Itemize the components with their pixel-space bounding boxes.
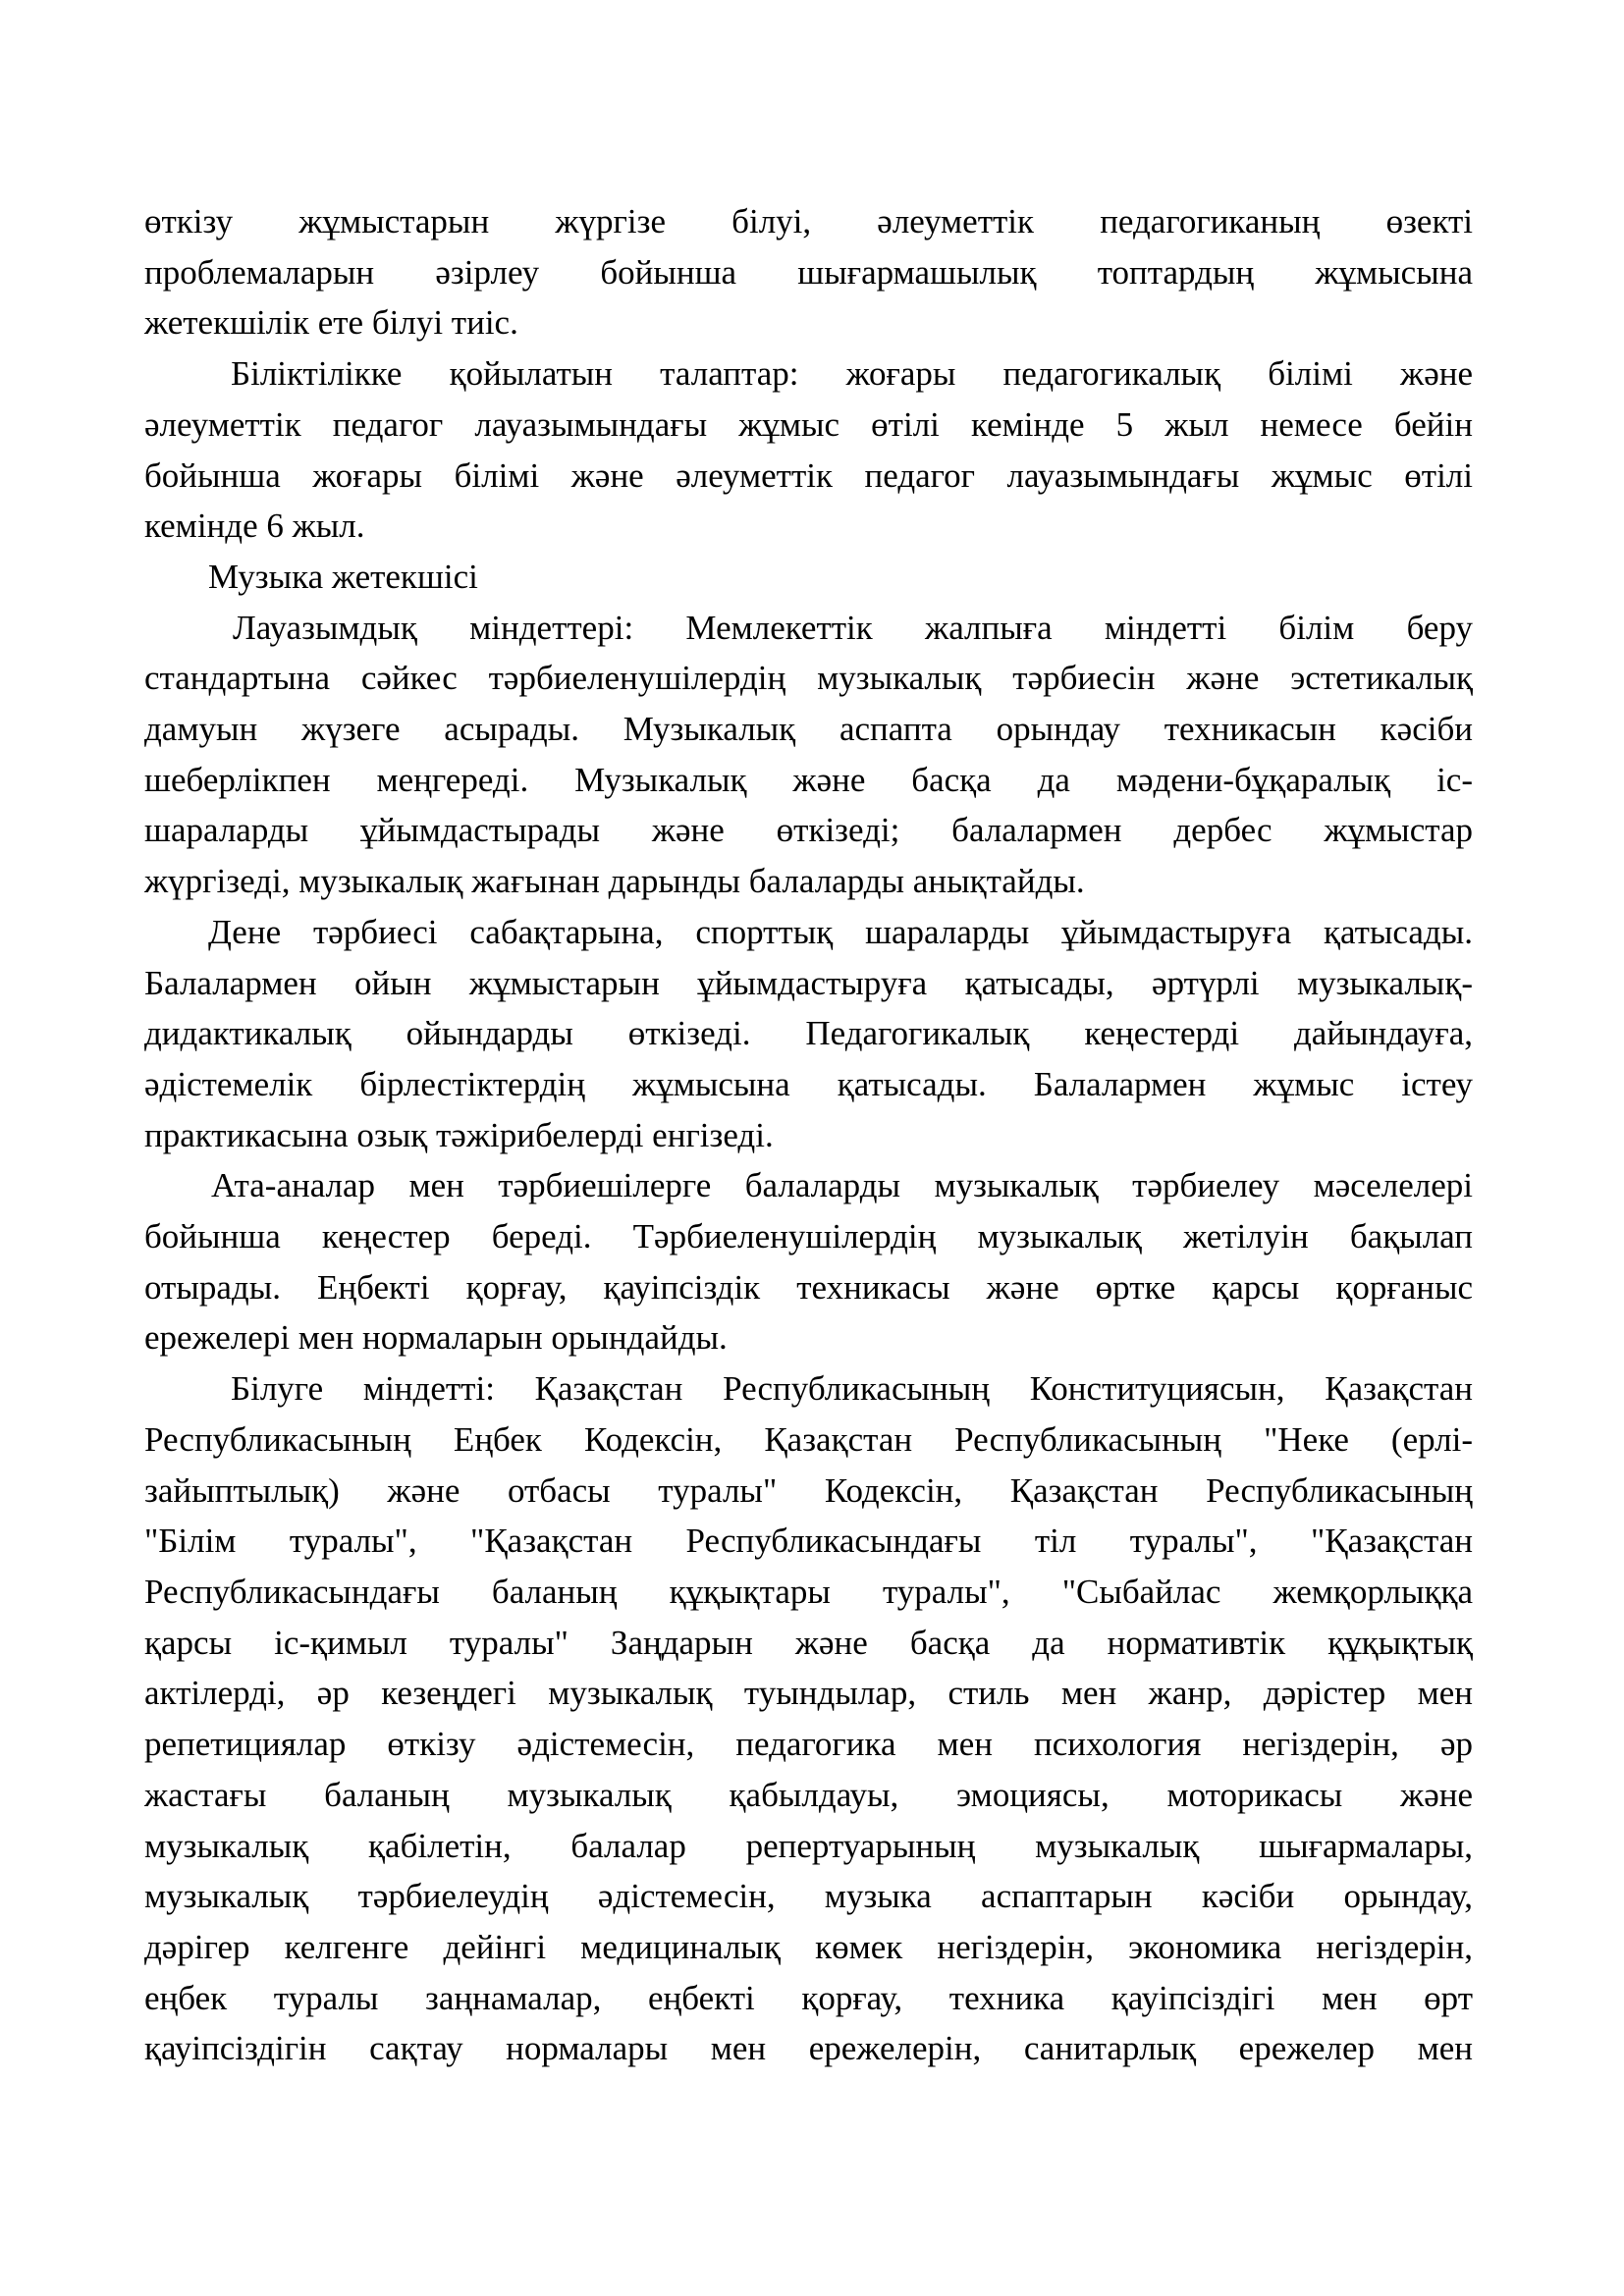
paragraph <box>144 196 1473 348</box>
text-line: проблемаларын әзірлеу бойынша шығармашылық топтардың жұмысына <box>144 252 1473 292</box>
text-line: стандартына сәйкес тәрбиеленушілердің музыкалық тәрбиесін және эстетикалық <box>144 659 1473 698</box>
text-line: музыкалық тәрбиелеудің әдістемесін, музыка аспаптарын кәсіби орындау, <box>144 1877 1473 1916</box>
text-line: еңбек туралы заңнамалар, еңбекті қорғау, техника қауіпсіздігі мен өрт <box>144 1978 1473 2017</box>
text-line: дамуын жүзеге асырады. Музыкалық аспапта орындау техникасын кәсіби <box>144 710 1473 749</box>
text-line: дәрігер келгенге дейінгі медициналық көмек негіздерін, экономика негіздерін, <box>144 1927 1473 1966</box>
text-line: жетекшілік ете білуі тиіс. <box>144 303 518 343</box>
text-line: практикасына озық тәжірибелерді енгізеді. <box>144 1115 774 1154</box>
text-line: музыкалық қабілетін, балалар репертуарының музыкалық шығармалары, <box>144 1826 1473 1865</box>
text-line: Музыка жетекшісі <box>208 557 478 596</box>
text-line: әлеуметтік педагог лауазымындағы жұмыс өтілі кемінде 5 жыл немесе бейін <box>144 404 1473 444</box>
text-line: Біліктілікке қойылатын талаптар: жоғары педагогикалық білімі және <box>231 354 1473 394</box>
text-line: зайыптылық) және отбасы туралы" Кодексін, Қазақстан Республикасының <box>144 1470 1473 1510</box>
text-line: "Білім туралы", "Қазақстан Республикасындағы тіл туралы", "Қазақстан <box>144 1522 1473 1561</box>
paragraph <box>144 1363 1473 2074</box>
text-line: Дене тәрбиесі сабақтарына, спорттық шараларды ұйымдастыруға қатысады. <box>208 912 1473 951</box>
text-line: бойынша жоғары білімі және әлеуметтік педагог лауазымындағы жұмыс өтілі <box>144 455 1473 495</box>
document-body <box>144 196 1473 2074</box>
text-line: дидактикалық ойындарды өткізеді. Педагогикалық кеңестерді дайындауға, <box>144 1014 1473 1053</box>
paragraph <box>144 1160 1473 1363</box>
text-line: жастағы баланың музыкалық қабылдауы, эмоциясы, моторикасы және <box>144 1775 1473 1814</box>
text-line: қарсы іс-қимыл туралы" Заңдарын және басқа да нормативтік құқықтық <box>144 1623 1473 1662</box>
text-line: Республикасындағы баланың құқықтары туралы", "Сыбайлас жемқорлыққа <box>144 1572 1473 1611</box>
paragraph <box>144 907 1473 1161</box>
text-line: шараларды ұйымдастырады және өткізеді; балалармен дербес жұмыстар <box>144 811 1473 850</box>
text-line: Ата-аналар мен тәрбиешілерге балаларды музыкалық тәрбиелеу мәселелері <box>211 1166 1473 1205</box>
text-line: жүргізеді, музыкалық жағынан дарынды балаларды анықтайды. <box>144 862 1085 901</box>
text-line: бойынша кеңестер береді. Тәрбиеленушілердің музыкалық жетілуін бақылап <box>144 1217 1473 1256</box>
paragraph <box>144 603 1473 907</box>
text-line: кемінде 6 жыл. <box>144 507 365 546</box>
text-line: өткізу жұмыстарын жүргізе білуі, әлеуметтік педагогиканың өзекті <box>144 202 1473 240</box>
text-line: актілерді, әр кезеңдегі музыкалық туындылар, стиль мен жанр, дәрістер мен <box>144 1674 1473 1713</box>
text-line: отырады. Еңбекті қорғау, қауіпсіздік техникасы және өртке қарсы қорғаныс <box>144 1267 1473 1307</box>
text-line: Лауазымдық міндеттері: Мемлекеттік жалпыға міндетті білім беру <box>233 608 1473 647</box>
text-line: ережелері мен нормаларын орындайды. <box>144 1318 728 1358</box>
text-line: Республикасының Еңбек Кодексін, Қазақстан Республикасының "Неке (ерлі- <box>144 1419 1473 1459</box>
text-line: Білуге міндетті: Қазақстан Республикасының Конституциясын, Қазақстан <box>231 1369 1473 1409</box>
text-line: қауіпсіздігін сақтау нормалары мен ережелерін, санитарлық ережелер мен <box>144 2029 1473 2068</box>
paragraph <box>144 348 1473 552</box>
text-line: Балалармен ойын жұмыстарын ұйымдастыруға қатысады, әртүрлі музыкалық- <box>144 963 1473 1002</box>
paragraph <box>144 552 1473 603</box>
text-line: әдістемелік бірлестіктердің жұмысына қатысады. Балалармен жұмыс істеу <box>144 1064 1473 1103</box>
text-line: репетициялар өткізу әдістемесін, педагогика мен психология негіздерін, әр <box>144 1725 1473 1764</box>
text-line: шеберлікпен меңгереді. Музыкалық және басқа да мәдени-бұқаралық іс- <box>144 760 1473 799</box>
